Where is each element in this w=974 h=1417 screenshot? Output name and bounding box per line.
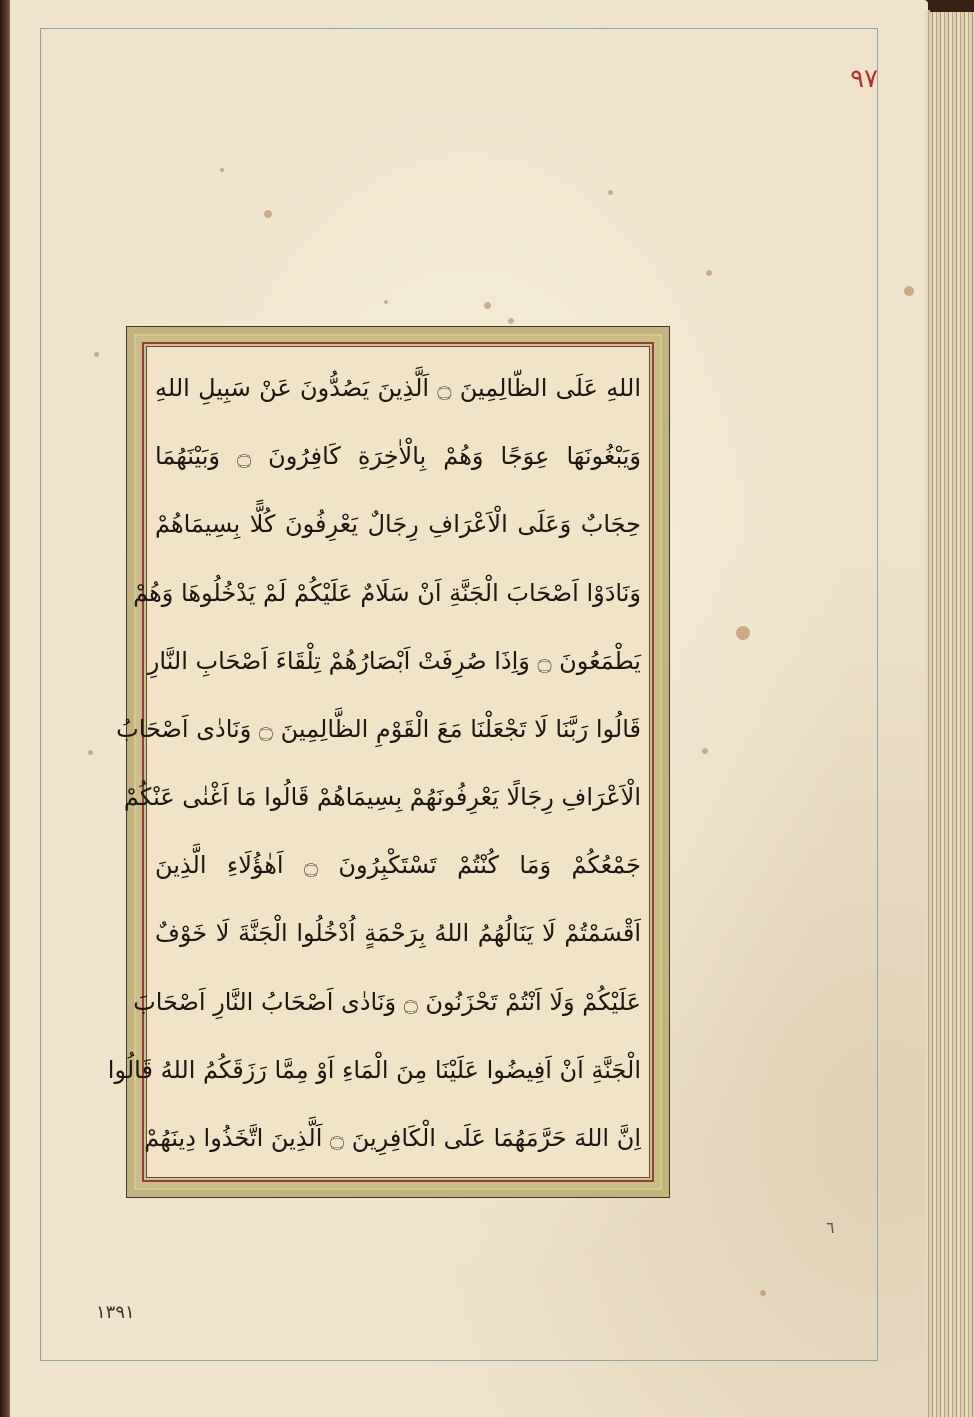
text-panel-frame	[107, 326, 670, 1198]
stain-spot	[220, 168, 224, 172]
stain-spot	[904, 286, 914, 296]
stain-spot	[706, 270, 712, 276]
stain-spot	[736, 626, 750, 640]
pencil-mark: ٦	[826, 1218, 835, 1237]
pencil-note: ۱۳٩۱	[96, 1302, 135, 1323]
red-rule-border	[107, 342, 654, 1182]
text-line: الْجَنَّةِ اَنْ اَفِيضُوا عَلَيْنَا مِنَ الْمَاءِ اَوْ مِمَّا رَزَقَكُمُ اللهُ قَالُوا	[107, 1055, 641, 1084]
stain-spot	[760, 1290, 766, 1296]
text-line: حِجَابٌ وَعَلَى الْاَعْرَافِ رِجَالٌ يَعْرِفُونَ كُلًّا بِسِيمَاهُمْ	[155, 510, 641, 539]
text-line: وَيَبْغُونَهَا عِوَجًا وَهُمْ بِالْاٰخِرَةِ كَافِرُونَ ۝ وَبَيْنَهُمَا	[155, 442, 641, 471]
text-line: وَنَادَوْا اَصْحَابَ الْجَنَّةِ اَنْ سَلَامٌ عَلَيْكُمْ لَمْ يَدْخُلُوهَا وَهُمْ	[133, 578, 641, 607]
text-line: جَمْعُكُمْ وَمَا كُنْتُمْ تَسْتَكْبِرُونَ ۝ اَهٰؤُلَاءِ الَّذِينَ	[155, 851, 641, 880]
text-line: يَطْمَعُونَ ۝ وَاِذَا صُرِفَتْ اَبْصَارُهُمْ تِلْقَاءَ اَصْحَابِ النَّارِ	[147, 646, 641, 675]
stain-spot	[608, 190, 613, 195]
stain-spot	[384, 300, 388, 304]
text-line: اَقْسَمْتُمْ لَا يَنَالُهُمُ اللهُ بِرَحْمَةٍ اُدْخُلُوا الْجَنَّةَ لَا خَوْفٌ	[155, 919, 641, 948]
stain-spot	[88, 750, 93, 755]
stain-spot	[508, 318, 514, 324]
stain-spot	[702, 748, 708, 754]
page-stack-edge	[925, 10, 974, 1417]
text-line: قَالُوا رَبَّنَا لَا تَجْعَلْنَا مَعَ الْقَوْمِ الظَّالِمِينَ ۝ وَنَادٰى اَصْحَابُ	[116, 714, 641, 743]
text-line: الْاَعْرَافِ رِجَالًا يَعْرِفُونَهُمْ بِسِيمَاهُمْ قَالُوا مَا اَغْنٰى عَنْكُمْ	[123, 783, 641, 812]
cover-corner	[930, 0, 974, 12]
text-line: عَلَيْكُمْ وَلَا اَنْتُمْ تَحْزَنُونَ ۝ وَنَادٰى اَصْحَابُ النَّارِ اَصْحَابَ	[133, 987, 641, 1016]
text-line: اللهِ عَلَى الظّالِمِينَ ۝ اَلَّذِينَ يَصُدُّونَ عَنْ سَبِيلِ اللهِ	[155, 374, 641, 402]
text-block	[107, 346, 650, 1178]
stain-spot	[484, 302, 491, 309]
folio-number: ٩٧	[850, 64, 878, 94]
stain-spot	[264, 210, 272, 218]
text-line: اِنَّ اللهَ حَرَّمَهُمَا عَلَى الْكَافِرِينَ ۝ اَلَّذِينَ اتَّخَذُوا دِينَهُمْ	[144, 1123, 641, 1152]
gold-border	[107, 334, 662, 1190]
stain-spot	[94, 352, 99, 357]
